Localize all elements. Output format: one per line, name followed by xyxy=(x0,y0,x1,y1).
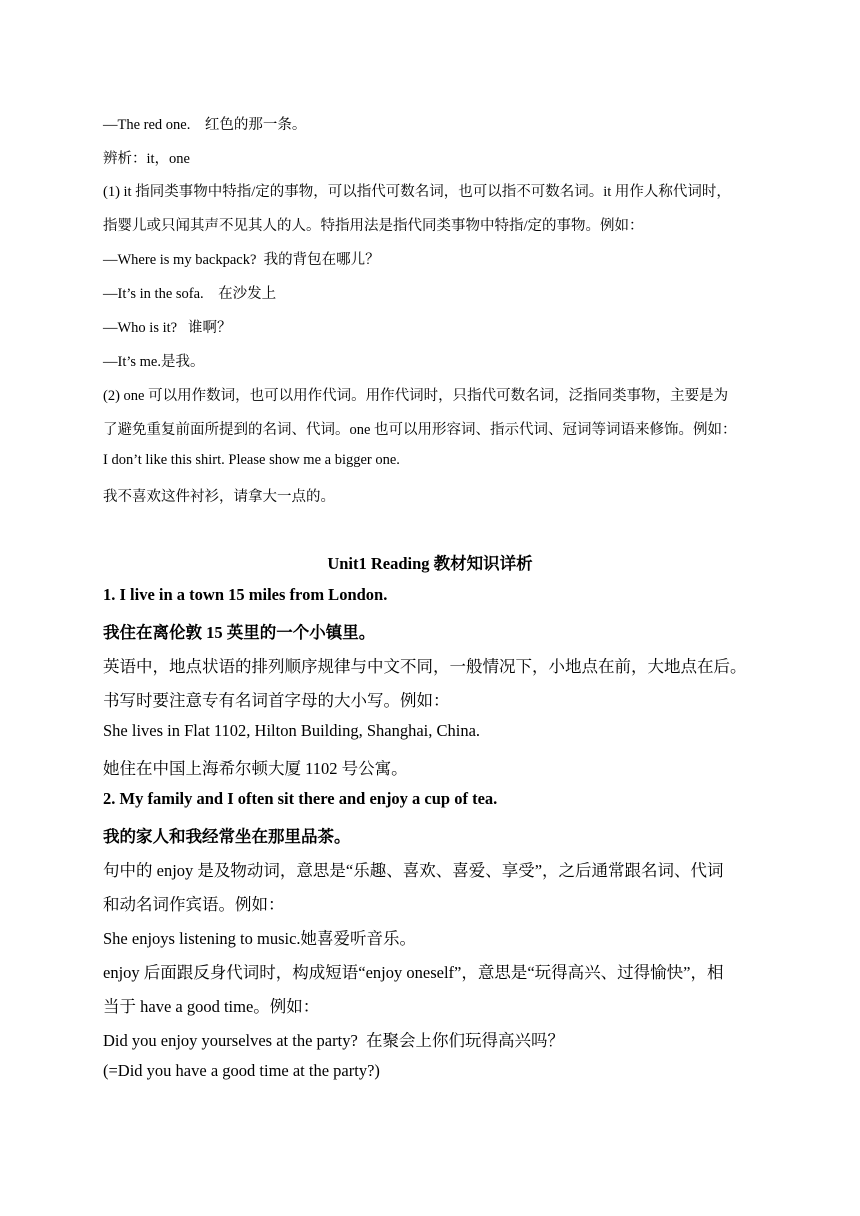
text-line: 我不喜欢这件衬衫，请拿大一点的。 xyxy=(103,489,335,505)
text-line: —The red one. 红色的那一条。 xyxy=(103,117,307,133)
text-line: 句中的 enjoy 是及物动词，意思是“乐趣、喜欢、喜爱、享受”，之后通常跟名词、代词 xyxy=(103,861,724,880)
example-translation: 我住在离伦敦 15 英里的一个小镇里。 xyxy=(103,623,376,642)
text-line: 和动名词作宾语。例如： xyxy=(103,895,285,914)
text-line: —It’s me.是我。 xyxy=(103,354,205,370)
text-line: 辨析：it，one xyxy=(103,151,190,167)
text-line: —It’s in the sofa. 在沙发上 xyxy=(103,286,277,302)
section-heading: Unit1 Reading 教材知识详析 xyxy=(327,554,533,573)
text-line: (2) one 可以用作数词，也可以用作代词。用作代词时，只指代可数名词，泛指同类事物，主要是为 xyxy=(103,388,729,404)
text-line: (=Did you have a good time at the party?) xyxy=(103,1061,380,1080)
text-line: She enjoys listening to music.她喜爱听音乐。 xyxy=(103,929,417,948)
text-line: I don’t like this shirt. Please show me a bigger one. xyxy=(103,452,400,468)
text-line: (1) it 指同类事物中特指/定的事物，可以指代可数名词，也可以指不可数名词。it 用作人称代词时， xyxy=(103,184,731,200)
text-line: 指婴儿或只闻其声不见其人的人。特指用法是指代同类事物中特指/定的事物。例如： xyxy=(103,218,644,234)
text-line: —Where is my backpack? 我的背包在哪儿？ xyxy=(103,252,380,268)
example-translation: 我的家人和我经常坐在那里品茶。 xyxy=(103,827,351,846)
text-line: 她住在中国上海希尔顿大厦 1102 号公寓。 xyxy=(103,759,408,778)
text-line: 英语中，地点状语的排列顺序规律与中文不同，一般情况下，小地点在前，大地点在后。 xyxy=(103,657,747,676)
text-line: 了避免重复前面所提到的名词、代词。one 也可以用形容词、指示代词、冠词等词语来修饰。例如： xyxy=(103,422,737,438)
text-line: She lives in Flat 1102, Hilton Building, Shanghai, China. xyxy=(103,721,481,740)
example-sentence: 1. I live in a town 15 miles from London. xyxy=(103,585,388,604)
text-line: 书写时要注意专有名词首字母的大小写。例如： xyxy=(103,691,450,710)
example-sentence: 2. My family and I often sit there and enjoy a cup of tea. xyxy=(103,789,498,808)
text-line: —Who is it? 谁啊？ xyxy=(103,320,232,336)
text-line: Did you enjoy yourselves at the party? 在聚会上你们玩得高兴吗？ xyxy=(103,1031,565,1050)
text-line: 当于 have a good time。例如： xyxy=(103,997,320,1016)
text-line: enjoy 后面跟反身代词时，构成短语“enjoy oneself”，意思是“玩得高兴、过得愉快”，相 xyxy=(103,963,724,982)
